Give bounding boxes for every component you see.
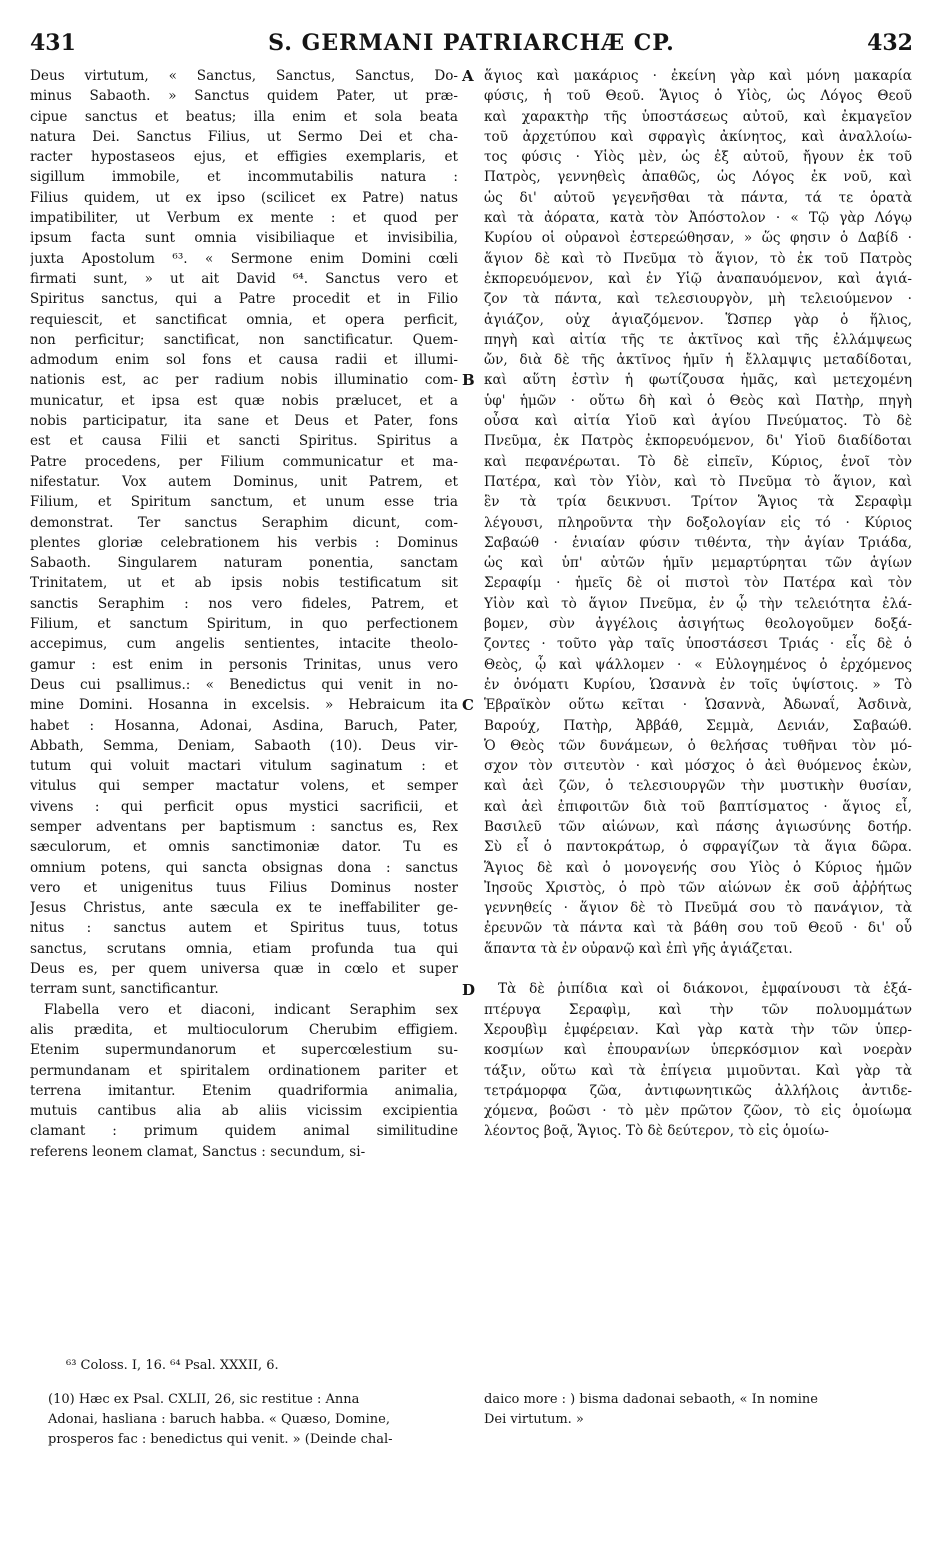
footnote-line: Adonai, hasliana : baruch habba. « Quæso, Domine, xyxy=(48,1412,390,1427)
greek-text-line: καὶ ἀεὶ ἐπιφοιτῶν διὰ τοῦ βαπτίσματος · ἅγιος εἶ, xyxy=(484,798,912,815)
running-title: S. GERMANI PATRIARCHÆ CP. xyxy=(268,30,675,56)
latin-text-line: sæculorum, et omnis sanctimoniæ dator. Tu es xyxy=(30,839,458,856)
latin-text-line: terrena imitantur. Etenim quadriformia animalia, xyxy=(30,1082,458,1099)
latin-text-line: Filius quidem, ut ex ipso (scilicet ex Patre) natus xyxy=(30,189,458,206)
greek-text-line: ἅγιος καὶ μακάριος · ἐκείνη γὰρ καὶ μόνη μακαρία xyxy=(484,68,912,84)
greek-text-line: φύσις, ἡ τοῦ Θεοῦ. Ἅγιος ὁ Υἱὸς, ὡς Λόγος Θεοῦ xyxy=(484,88,912,105)
latin-text-line: Jesus Christus, ante sæcula ex te ineffabiliter ge- xyxy=(30,900,458,917)
greek-text-line: τετράμορφα ζῶα, ἀντιφωνητικῶς ἀλλήλοις ἀντιδε- xyxy=(484,1082,912,1099)
latin-text-line: natura Dei. Sanctus Filius, ut Sermo Dei et cha- xyxy=(30,128,458,145)
footnote-line: prosperos fac : benedictus qui venit. » (Deinde chal- xyxy=(48,1432,393,1447)
greek-text-line: Ἅγιος δὲ καὶ ὁ μονογενής σου Υἱὸς ὁ Κύριος ἡμῶν xyxy=(484,859,912,876)
greek-text-line: Ἰησοῦς Χριστὸς, ὁ πρὸ τῶν αἰώνων ἐκ σοῦ ἀῤῥήτως xyxy=(484,879,912,896)
greek-text-line: Υἱὸν καὶ τὸ ἅγιον Πνεῦμα, ἐν ᾧ τὴν τελειότητα ἐλά- xyxy=(484,595,912,612)
footnote-note-right xyxy=(484,1390,904,1430)
latin-text-line: minus Sabaoth. » Sanctus quidem Pater, ut præ- xyxy=(30,88,458,105)
latin-text-line: Deus es, per quem universa quæ in cœlo et super xyxy=(30,961,458,978)
latin-text-line: tutum qui voluit mactari vitulum saginatum : et xyxy=(30,758,458,775)
greek-text-line: ἅγιον δὲ καὶ τὸ Πνεῦμα τὸ ἅγιον, τὸ ἐκ τοῦ Πατρὸς xyxy=(484,250,912,267)
latin-text-line: Filium, et sanctum Spiritum, in quo perfectionem xyxy=(30,616,458,633)
greek-text-line: Πνεῦμα, ἐκ Πατρὸς ἐκπορευόμενον, δι' Υἱοῦ διαδίδοται xyxy=(484,433,912,450)
latin-text-line: impatibiliter, ut Verbum ex mente : et quod per xyxy=(30,210,458,227)
greek-text-line: Τὰ δὲ ῥιπίδια καὶ οἱ διάκονοι, ἐμφαίνουσι τὰ ἑξά- xyxy=(498,981,912,998)
greek-text-line: κοσμίων καὶ ἐπουρανίων ὑπερκόσμιον καὶ νοερὰν xyxy=(484,1042,912,1059)
greek-text-line: Κυρίου οἱ οὐρανοὶ ἐστερεώθησαν, » ὥς φησιν ὁ Δαβίδ · xyxy=(484,230,912,247)
latin-text-line: requiescit, et sanctificat omnia, et opera perficit, xyxy=(30,311,458,328)
latin-text-line: firmati sunt, » ut ait David ⁶⁴. Sanctus vero et xyxy=(30,270,458,287)
footnote-references xyxy=(66,1356,466,1376)
latin-text-line: gamur : est enim in personis Trinitas, unus vero xyxy=(30,656,458,673)
latin-text-line: omnium potens, qui sancta obsignas dona : sanctus xyxy=(30,859,458,876)
greek-text-line: τοῦ ἀρχετύπου καὶ σφραγὶς ἀκίνητος, καὶ ἀναλλοίω- xyxy=(484,128,912,145)
latin-text-line: Abbath, Semma, Deniam, Sabaoth (10). Deus vir- xyxy=(30,737,458,754)
section-marker-d: D xyxy=(462,981,476,999)
greek-text-line: Θεὸς, ᾧ καὶ ψάλλομεν · « Εὐλογημένος ὁ ἐρχόμενος xyxy=(484,656,912,673)
greek-text-line: ὡς δι' αὐτοῦ γεγενῆσθαι τὰ πάντα, τά τε ὁρατὰ xyxy=(484,189,912,206)
latin-text-line: vivens : qui perficit opus mystici sacrificii, et xyxy=(30,798,458,815)
greek-text-line: ὑφ' ἡμῶν · οὕτω δὴ καὶ ὁ Θεὸς καὶ Πατὴρ, πηγὴ xyxy=(484,392,912,409)
greek-text-line: Βασιλεῦ τῶν αἰώνων, καὶ πάσης ἁγιωσύνης δοτήρ. xyxy=(484,818,912,835)
latin-text-line: semper adventans per baptismum : sanctus es, Rex xyxy=(30,818,458,835)
greek-text-line: Σεραφίμ · ἡμεῖς δὲ οἱ πιστοὶ τὸν Πατέρα καὶ τὸν xyxy=(484,575,912,592)
latin-text-line: juxta Apostolum ⁶³. « Sermone enim Domini cœli xyxy=(30,250,458,267)
latin-text-line: nationis est, ac per radium nobis illuminatio com- xyxy=(30,372,458,389)
footnote-line: daico more : ) bisma dadonai sebaoth, « In nomine xyxy=(484,1392,818,1407)
latin-text-line: alis prædita, et multioculorum Cherubim effigiem. xyxy=(30,1021,458,1038)
greek-text-line: ἓν τὰ τρία δεικνυσι. Τρίτον Ἅγιος τὰ Σεραφὶμ xyxy=(484,494,912,511)
latin-text-line: nifestatur. Vox autem Dominus, unit Patrem, et xyxy=(30,473,458,490)
greek-text-line: ἅπαντα τὰ ἐν οὐρανῷ καὶ ἐπὶ γῆς ἁγιάζεται. xyxy=(484,940,793,957)
latin-text-line: vero et unigenitus tuus Filius Dominus noster xyxy=(30,879,458,896)
greek-text-line: ὡς καὶ ὑπ' αὐτῶν ἡμῖν μεμαρτύρηται τῶν ἁγίων xyxy=(484,555,912,572)
footnote-line: (10) Hæc ex Psal. CXLII, 26, sic restitue : Anna xyxy=(48,1392,360,1407)
greek-text-line: Πατρὸς, γεννηθεὶς ἀπαθῶς, ὡς Λόγος ἐκ νοῦ, καὶ xyxy=(484,169,912,186)
page-header xyxy=(30,30,913,64)
latin-text-line: Flabella vero et diaconi, indicant Seraphim sex xyxy=(44,1001,458,1018)
footnote-refs-line: ⁶³ Coloss. I, 16. ⁶⁴ Psal. XXXII, 6. xyxy=(66,1358,279,1373)
greek-text-line: ἐκπορευόμενον, καὶ ἐν Υἱῷ ἀναπαυόμενον, καὶ ἁγιά- xyxy=(484,270,912,287)
greek-text-line: σχον τὸν σιτευτὸν · καὶ μόσχος ὁ ἀεὶ θυόμενος ἑκὼν, xyxy=(484,758,912,775)
section-marker-a: A xyxy=(462,67,474,85)
latin-text-line: sanctis Seraphim : nos vero fideles, Patrem, et xyxy=(30,595,458,612)
greek-text-line: λέοντος βοᾷ, Ἅγιος. Τὸ δὲ δεύτερον, τὸ εἰς ὁμοίω- xyxy=(484,1123,829,1140)
greek-text-line: Σαβαώθ · ἑνιαίαν φύσιν τιθέντα, τὴν ἁγίαν Τριάδα, xyxy=(484,534,912,551)
greek-text-line: Ἑβραϊκὸν οὕτω κεῖται · Ὡσαννὰ, Ἀδωναΐ, Ἀσδινὰ, xyxy=(484,697,912,714)
latin-text-line: Filium, et Spiritum sanctum, et unum esse tria xyxy=(30,494,458,511)
greek-text-line: Χερουβὶμ ἐμφέρειαν. Καὶ γὰρ κατὰ τὴν τῶν ὑπερ- xyxy=(484,1021,912,1038)
greek-text-line: καὶ ἀεὶ ζῶν, ὁ τελεσιουργῶν τὴν μυστικὴν θυσίαν, xyxy=(484,778,912,795)
latin-text-line: sigillum immobile, et incommutabilis natura : xyxy=(30,169,458,186)
latin-text-line: permundanam et spiritalem ordinationem pariter et xyxy=(30,1062,458,1079)
latin-text-line: terram sunt, sanctificantur. xyxy=(30,981,219,998)
greek-text-line: χόμενα, βοῶσι · τὸ μὲν πρῶτον ζῶον, τὸ εἰς ὁμοίωμα xyxy=(484,1103,912,1120)
page-number-left: 431 xyxy=(30,30,76,56)
latin-text-line: Etenim supermundanorum et supercœlestium su- xyxy=(30,1042,458,1059)
latin-text-line: mutuis cantibus alia ab aliis vicissim excipientia xyxy=(30,1103,458,1120)
latin-text-line: referens leonem clamat, Sanctus : secundum, si- xyxy=(30,1143,366,1160)
latin-text-line: plentes gloriæ celebrationem his verbis : Dominus xyxy=(30,534,458,551)
latin-column xyxy=(30,66,458,1162)
greek-text-line: ὤν, διὰ δὲ τῆς ἀκτῖνος ἡμῖν ἡ ἔλλαμψις μεταδίδοται, xyxy=(484,352,912,369)
latin-text-line: admodum enim sol fons et causa radii et illumi- xyxy=(30,352,458,369)
latin-text-line: Patre procedens, per Filium communicatur et ma- xyxy=(30,453,458,470)
latin-text-line: nobis participatur, ita sane et Deus et Pater, fons xyxy=(30,413,458,430)
greek-text-line: Πατέρα, καὶ τὸν Υἱὸν, καὶ τὸ Πνεῦμα τὸ ἅγιον, καὶ xyxy=(484,473,912,490)
latin-text-line: Spiritus sanctus, qui a Patre procedit et in Filio xyxy=(30,291,458,308)
greek-text-line: ἐν ὀνόματι Κυρίου, Ὡσαννὰ ἐν τοῖς ὑψίστοις. » Τὸ xyxy=(484,676,912,693)
greek-text-line: καὶ πεφανέρωται. Τὸ δὲ εἰπεῖν, Κύριος, ἑνοῖ τὸν xyxy=(484,453,912,470)
latin-text-line: municatur, et ipsa est quæ nobis prælucet, et a xyxy=(30,392,458,409)
greek-text-line: ἐρευνῶν τὰ πάντα καὶ τὰ βάθη σου τοῦ Θεοῦ · δι' οὗ xyxy=(484,920,912,937)
latin-text-line: Deus virtutum, « Sanctus, Sanctus, Sanctus, Do- xyxy=(30,68,458,84)
latin-text-line: demonstrat. Ter sanctus Seraphim dicunt, com- xyxy=(30,514,458,531)
section-marker-b: B xyxy=(462,371,475,389)
latin-text-line: est et causa Filii et sancti Spiritus. Spiritus a xyxy=(30,433,458,450)
greek-text-line: λέγουσι, πληροῦντα τὴν δοξολογίαν εἰς τό · Κύριος xyxy=(484,514,912,531)
latin-text-line: accepimus, cum angelis sentientes, intacite theolo- xyxy=(30,636,458,653)
latin-text-line: cipue sanctus et beatus; illa enim et sola beata xyxy=(30,108,458,125)
page-number-right: 432 xyxy=(867,30,913,56)
latin-text-line: nitus : sanctus autem et Spiritus tuus, totus xyxy=(30,920,458,937)
greek-text-line xyxy=(484,959,912,979)
greek-text-line: τάξιν, οὕτω καὶ τὰ ἐπίγεια μιμοῦνται. Καὶ γὰρ τὰ xyxy=(484,1062,912,1079)
greek-column xyxy=(484,66,912,1142)
greek-text-line: οὖσα καὶ αἰτία Υἱοῦ καὶ ἁγίου Πνεύματος. Τὸ δὲ xyxy=(484,413,912,430)
greek-text-line: καὶ αὕτη ἐστὶν ἡ φωτίζουσα ἡμᾶς, καὶ μετεχομένη xyxy=(484,372,912,389)
latin-text-line: Deus cui psallimus.: « Benedictus qui venit in no- xyxy=(30,676,458,693)
latin-text-line: vitulus qui semper mactatur volens, et semper xyxy=(30,778,458,795)
greek-text-line: τος φύσις · Υἱὸς μὲν, ὡς ἐξ αὐτοῦ, ἤγουν ἐκ τοῦ xyxy=(484,149,912,166)
greek-text-line: καὶ χαρακτὴρ τῆς ὑποστάσεως αὐτοῦ, καὶ ἐκμαγεῖον xyxy=(484,108,912,125)
latin-text-line: Trinitatem, ut et ab ipsis nobis testificatum sit xyxy=(30,575,458,592)
greek-text-line: γεννηθείς · ἅγιον δὲ τὸ Πνεῦμά σου τὸ πανάγιον, τὰ xyxy=(484,900,912,917)
section-marker-c: C xyxy=(462,696,474,714)
latin-text-line: ipsum facta sunt omnia visibiliaque et invisibilia, xyxy=(30,230,458,247)
greek-text-line: ζοντες · τοῦτο γὰρ ταῖς ὑποστάσεσι Τριάς · εἷς δὲ ὁ xyxy=(484,636,912,653)
greek-text-line: Βαρούχ, Πατὴρ, Ἀββάθ, Σεμμὰ, Δενιάν, Σαβαώθ. xyxy=(484,717,912,734)
greek-text-line: ἁγιάζον, οὐχ ἁγιαζόμενον. Ὥσπερ γὰρ ὁ ἥλιος, xyxy=(484,311,912,328)
greek-text-line: πηγὴ καὶ αἰτία τῆς τε ἀκτῖνος καὶ τῆς ἐλλάμψεως xyxy=(484,331,912,348)
greek-text-line: ζον τὰ πάντα, καὶ τελεσιουργὸν, μὴ τελειούμενον · xyxy=(484,291,912,308)
greek-text-line: πτέρυγα Σεραφὶμ, καὶ τὴν τῶν πολυομμάτων xyxy=(484,1001,912,1018)
latin-text-line: Sabaoth. Singularem naturam ponentia, sanctam xyxy=(30,555,458,572)
latin-text-line: clamant : primum quidem animal similitudine xyxy=(30,1123,458,1140)
footnote-note-left xyxy=(48,1390,468,1450)
latin-text-line: non perficitur; sanctificat, non sanctificatur. Quem- xyxy=(30,331,458,348)
greek-text-line: Ὁ Θεὸς τῶν δυνάμεων, ὁ θελήσας τυθῆναι τὸν μό- xyxy=(484,737,912,754)
latin-text-line: habet : Hosanna, Adonai, Asdina, Baruch, Pater, xyxy=(30,717,458,734)
greek-text-line: βομεν, σὺν ἀγγέλοις ἀσιγήτως θεολογοῦμεν δοξά- xyxy=(484,616,912,633)
greek-text-line: καὶ τὰ ἀόρατα, κατὰ τὸν Ἀπόστολον · « Τῷ γὰρ Λόγῳ xyxy=(484,210,912,227)
latin-text-line: sanctus, scrutans omnia, etiam profunda tua qui xyxy=(30,940,458,957)
greek-text-line: Σὺ εἶ ὁ παντοκράτωρ, ὁ σφραγίζων τὰ ἅγια δῶρα. xyxy=(484,839,912,856)
latin-text-line: racter hypostaseos ejus, et effigies exemplaris, et xyxy=(30,149,458,166)
footnote-line: Dei virtutum. » xyxy=(484,1412,584,1427)
latin-text-line: mine Domini. Hosanna in excelsis. » Hebraicum ita xyxy=(30,697,458,714)
